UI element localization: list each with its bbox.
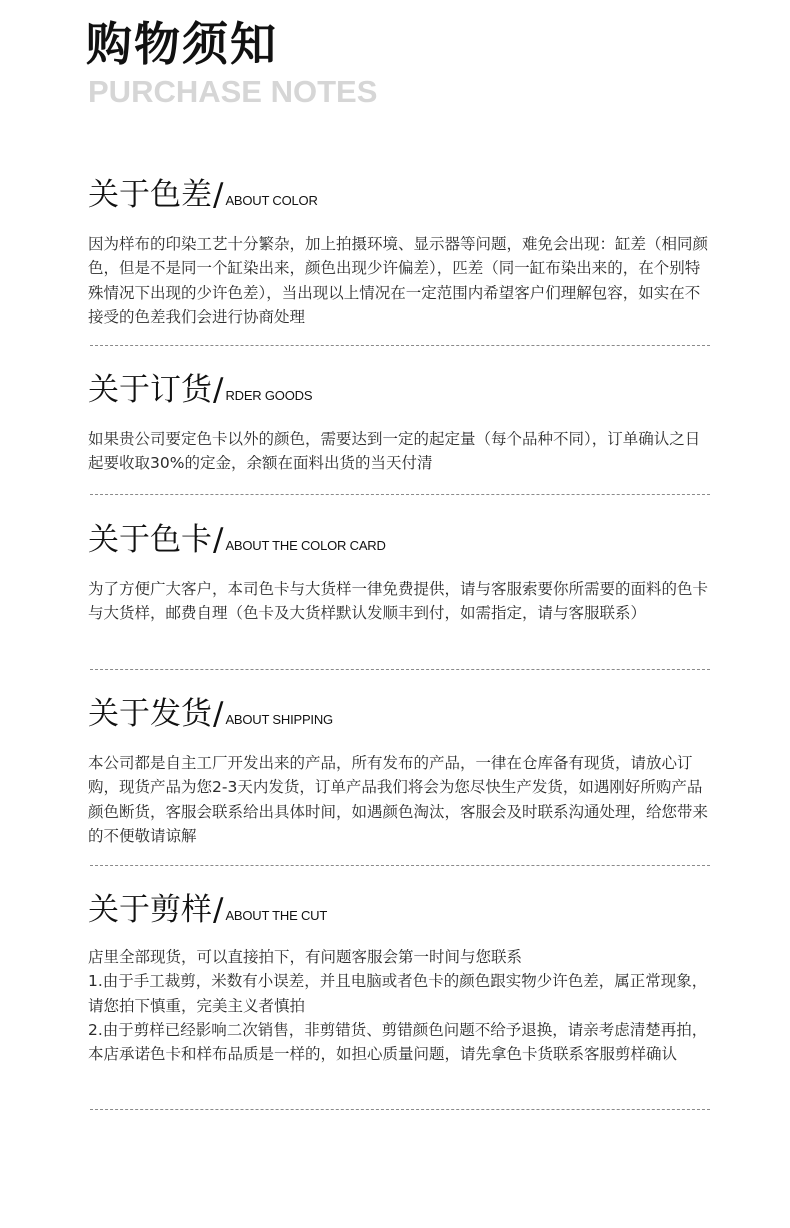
dashed-divider [90, 345, 710, 346]
section-title-cn: 关于发货 [88, 696, 212, 732]
section-about-color [88, 174, 712, 329]
section-slash: / [213, 892, 224, 928]
section-paragraph: 如果贵公司要定色卡以外的颜色，需要达到一定的起定量（每个品种不同），订单确认之日起要收取30%的定金，余额在面料出货的当天付清 [88, 430, 701, 473]
section-paragraph: 为了方便广大客户，本司色卡与大货样一律免费提供，请与客服索要你所需要的面料的色卡与大货样，邮费自理（色卡及大货样默认发顺丰到付，如需指定，请与客服联系） [88, 580, 709, 623]
section-body [88, 427, 712, 476]
section-heading [88, 693, 712, 735]
dashed-divider [90, 494, 710, 495]
section-shipping [88, 693, 712, 848]
section-about-cut [88, 889, 712, 1066]
section-title-en: RDER GOODS [225, 388, 313, 403]
section-title-en: ABOUT THE CUT [225, 908, 328, 923]
section-body [88, 945, 712, 1066]
section-body [88, 232, 712, 329]
section-title-cn: 关于订货 [88, 372, 212, 408]
section-body [88, 751, 712, 848]
section-slash: / [213, 522, 224, 558]
section-paragraph: 因为样布的印染工艺十分繁杂，加上拍摄环境、显示器等问题，难免会出现：缸差（相同颜色，但是不是同一个缸染出来，颜色出现少许偏差），匹差（同一缸布染出来的，在个别特殊情况下出现的少许色差），当出现以上情况在一定范围内希望客户们理解包容，如实在不接受的色差我们会进行协商处理 [88, 235, 709, 326]
page-title: 购物须知 [86, 17, 278, 71]
section-title-en: ABOUT SHIPPING [225, 712, 333, 727]
section-paragraph: 店里全部现货，可以直接拍下，有问题客服会第一时间与您联系 [88, 948, 523, 966]
section-title-en: ABOUT COLOR [225, 193, 318, 208]
section-title-en: ABOUT THE COLOR CARD [225, 538, 386, 553]
section-paragraph: 1.由于手工裁剪，米数有小误差，并且电脑或者色卡的颜色跟实物少许色差，属正常现象，请您拍下慎重，完美主义者慎拍 [88, 972, 708, 1015]
section-slash: / [213, 372, 224, 408]
section-slash: / [213, 696, 224, 732]
section-paragraph: 本公司都是自主工厂开发出来的产品，所有发布的产品，一律在仓库备有现货，请放心订购，现货产品为您2-3天内发货，订单产品我们将会为您尽快生产发货，如遇刚好所购产品颜色断货，客服会联系给出具体时间，如遇颜色淘汰，客服会及时联系沟通处理，给您带来的不便敬请谅解 [88, 754, 709, 845]
section-title-cn: 关于色差 [88, 177, 212, 213]
section-heading [88, 519, 712, 561]
section-heading [88, 889, 712, 931]
dashed-divider [90, 865, 710, 866]
dashed-divider [90, 669, 710, 670]
section-color-card [88, 519, 712, 626]
section-heading [88, 369, 712, 411]
dashed-divider [90, 1109, 710, 1110]
section-slash: / [213, 177, 224, 213]
section-paragraph: 2.由于剪样已经影响二次销售，非剪错货、剪错颜色问题不给予退换，请亲考虑清楚再拍，本店承诺色卡和样布品质是一样的，如担心质量问题，请先拿色卡货联系客服剪样确认 [88, 1020, 708, 1064]
section-title-cn: 关于剪样 [88, 892, 212, 928]
section-body [88, 577, 712, 626]
section-title-cn: 关于色卡 [88, 522, 212, 558]
section-heading [88, 174, 712, 216]
page-subtitle: PURCHASE NOTES [88, 74, 378, 109]
section-order-goods [88, 369, 712, 476]
